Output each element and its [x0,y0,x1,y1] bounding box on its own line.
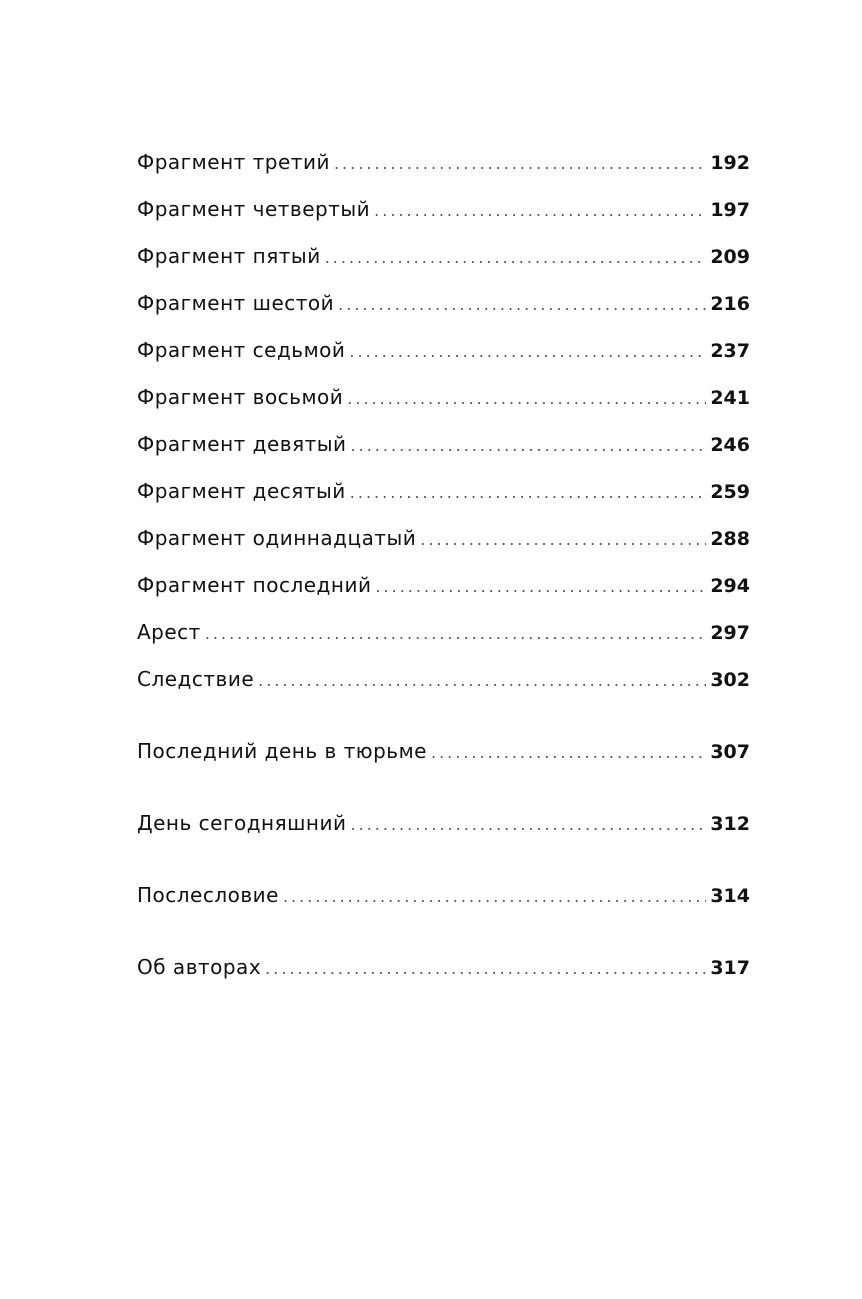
dot-leader [283,887,706,906]
dot-leader [338,295,706,314]
dot-leader [350,483,707,502]
toc-entry-fragment-11 [137,526,750,573]
toc-entry-title: Фрагмент пятый [137,244,321,268]
toc-entry-page: 294 [710,575,750,597]
toc-entry-page: 302 [710,669,750,691]
table-of-contents [137,150,750,1002]
dot-leader [205,624,707,643]
toc-entry-page: 246 [710,434,750,456]
toc-entry-arrest [137,620,750,667]
toc-entry-page: 314 [710,885,750,907]
toc-entry-page: 197 [710,199,750,221]
toc-entry-fragment-4 [137,197,750,244]
toc-entry-title: Фрагмент четвертый [137,197,371,221]
dot-leader [265,959,706,978]
toc-entry-page: 216 [710,293,750,315]
dot-leader [420,530,706,549]
toc-entry-fragment-last [137,573,750,620]
toc-entry-fragment-3 [137,150,750,197]
toc-entry-page: 288 [710,528,750,550]
dot-leader [349,342,706,361]
toc-entry-page: 259 [710,481,750,503]
toc-entry-title: Арест [137,620,201,644]
toc-entry-present-day [137,811,750,858]
toc-entry-title: Следствие [137,667,255,691]
toc-entry-page: 312 [710,813,750,835]
toc-entry-title: Фрагмент одиннадцатый [137,526,417,550]
toc-entry-title: Фрагмент восьмой [137,385,344,409]
dot-leader [258,671,706,690]
dot-leader [431,743,706,762]
toc-entry-title: Последний день в тюрьме [137,739,427,763]
dot-leader [351,436,707,455]
toc-entry-page: 241 [710,387,750,409]
toc-entry-title: Фрагмент десятый [137,479,346,503]
toc-entry-investigation [137,667,750,714]
toc-entry-page: 297 [710,622,750,644]
toc-entry-about-authors [137,955,750,1002]
toc-entry-title: День сегодняшний [137,811,347,835]
toc-entry-title: Об авторах [137,955,262,979]
dot-leader [334,154,706,173]
toc-entry-fragment-8 [137,385,750,432]
toc-entry-page: 209 [710,246,750,268]
dot-leader [351,815,707,834]
toc-entry-page: 237 [710,340,750,362]
dot-leader [325,248,707,267]
toc-entry-afterword [137,883,750,930]
toc-entry-last-day-in-prison [137,739,750,786]
dot-leader [374,201,706,220]
toc-entry-title: Фрагмент шестой [137,291,335,315]
toc-entry-fragment-10 [137,479,750,526]
dot-leader [347,389,706,408]
toc-entry-fragment-5 [137,244,750,291]
toc-entry-page: 307 [710,741,750,763]
toc-entry-title: Фрагмент третий [137,150,330,174]
toc-entry-fragment-9 [137,432,750,479]
toc-entry-title: Послесловие [137,883,279,907]
toc-entry-title: Фрагмент последний [137,573,372,597]
toc-entry-page: 192 [710,152,750,174]
toc-entry-page: 317 [710,957,750,979]
toc-entry-fragment-6 [137,291,750,338]
toc-entry-title: Фрагмент девятый [137,432,347,456]
toc-entry-fragment-7 [137,338,750,385]
dot-leader [375,577,706,596]
toc-entry-title: Фрагмент седьмой [137,338,346,362]
